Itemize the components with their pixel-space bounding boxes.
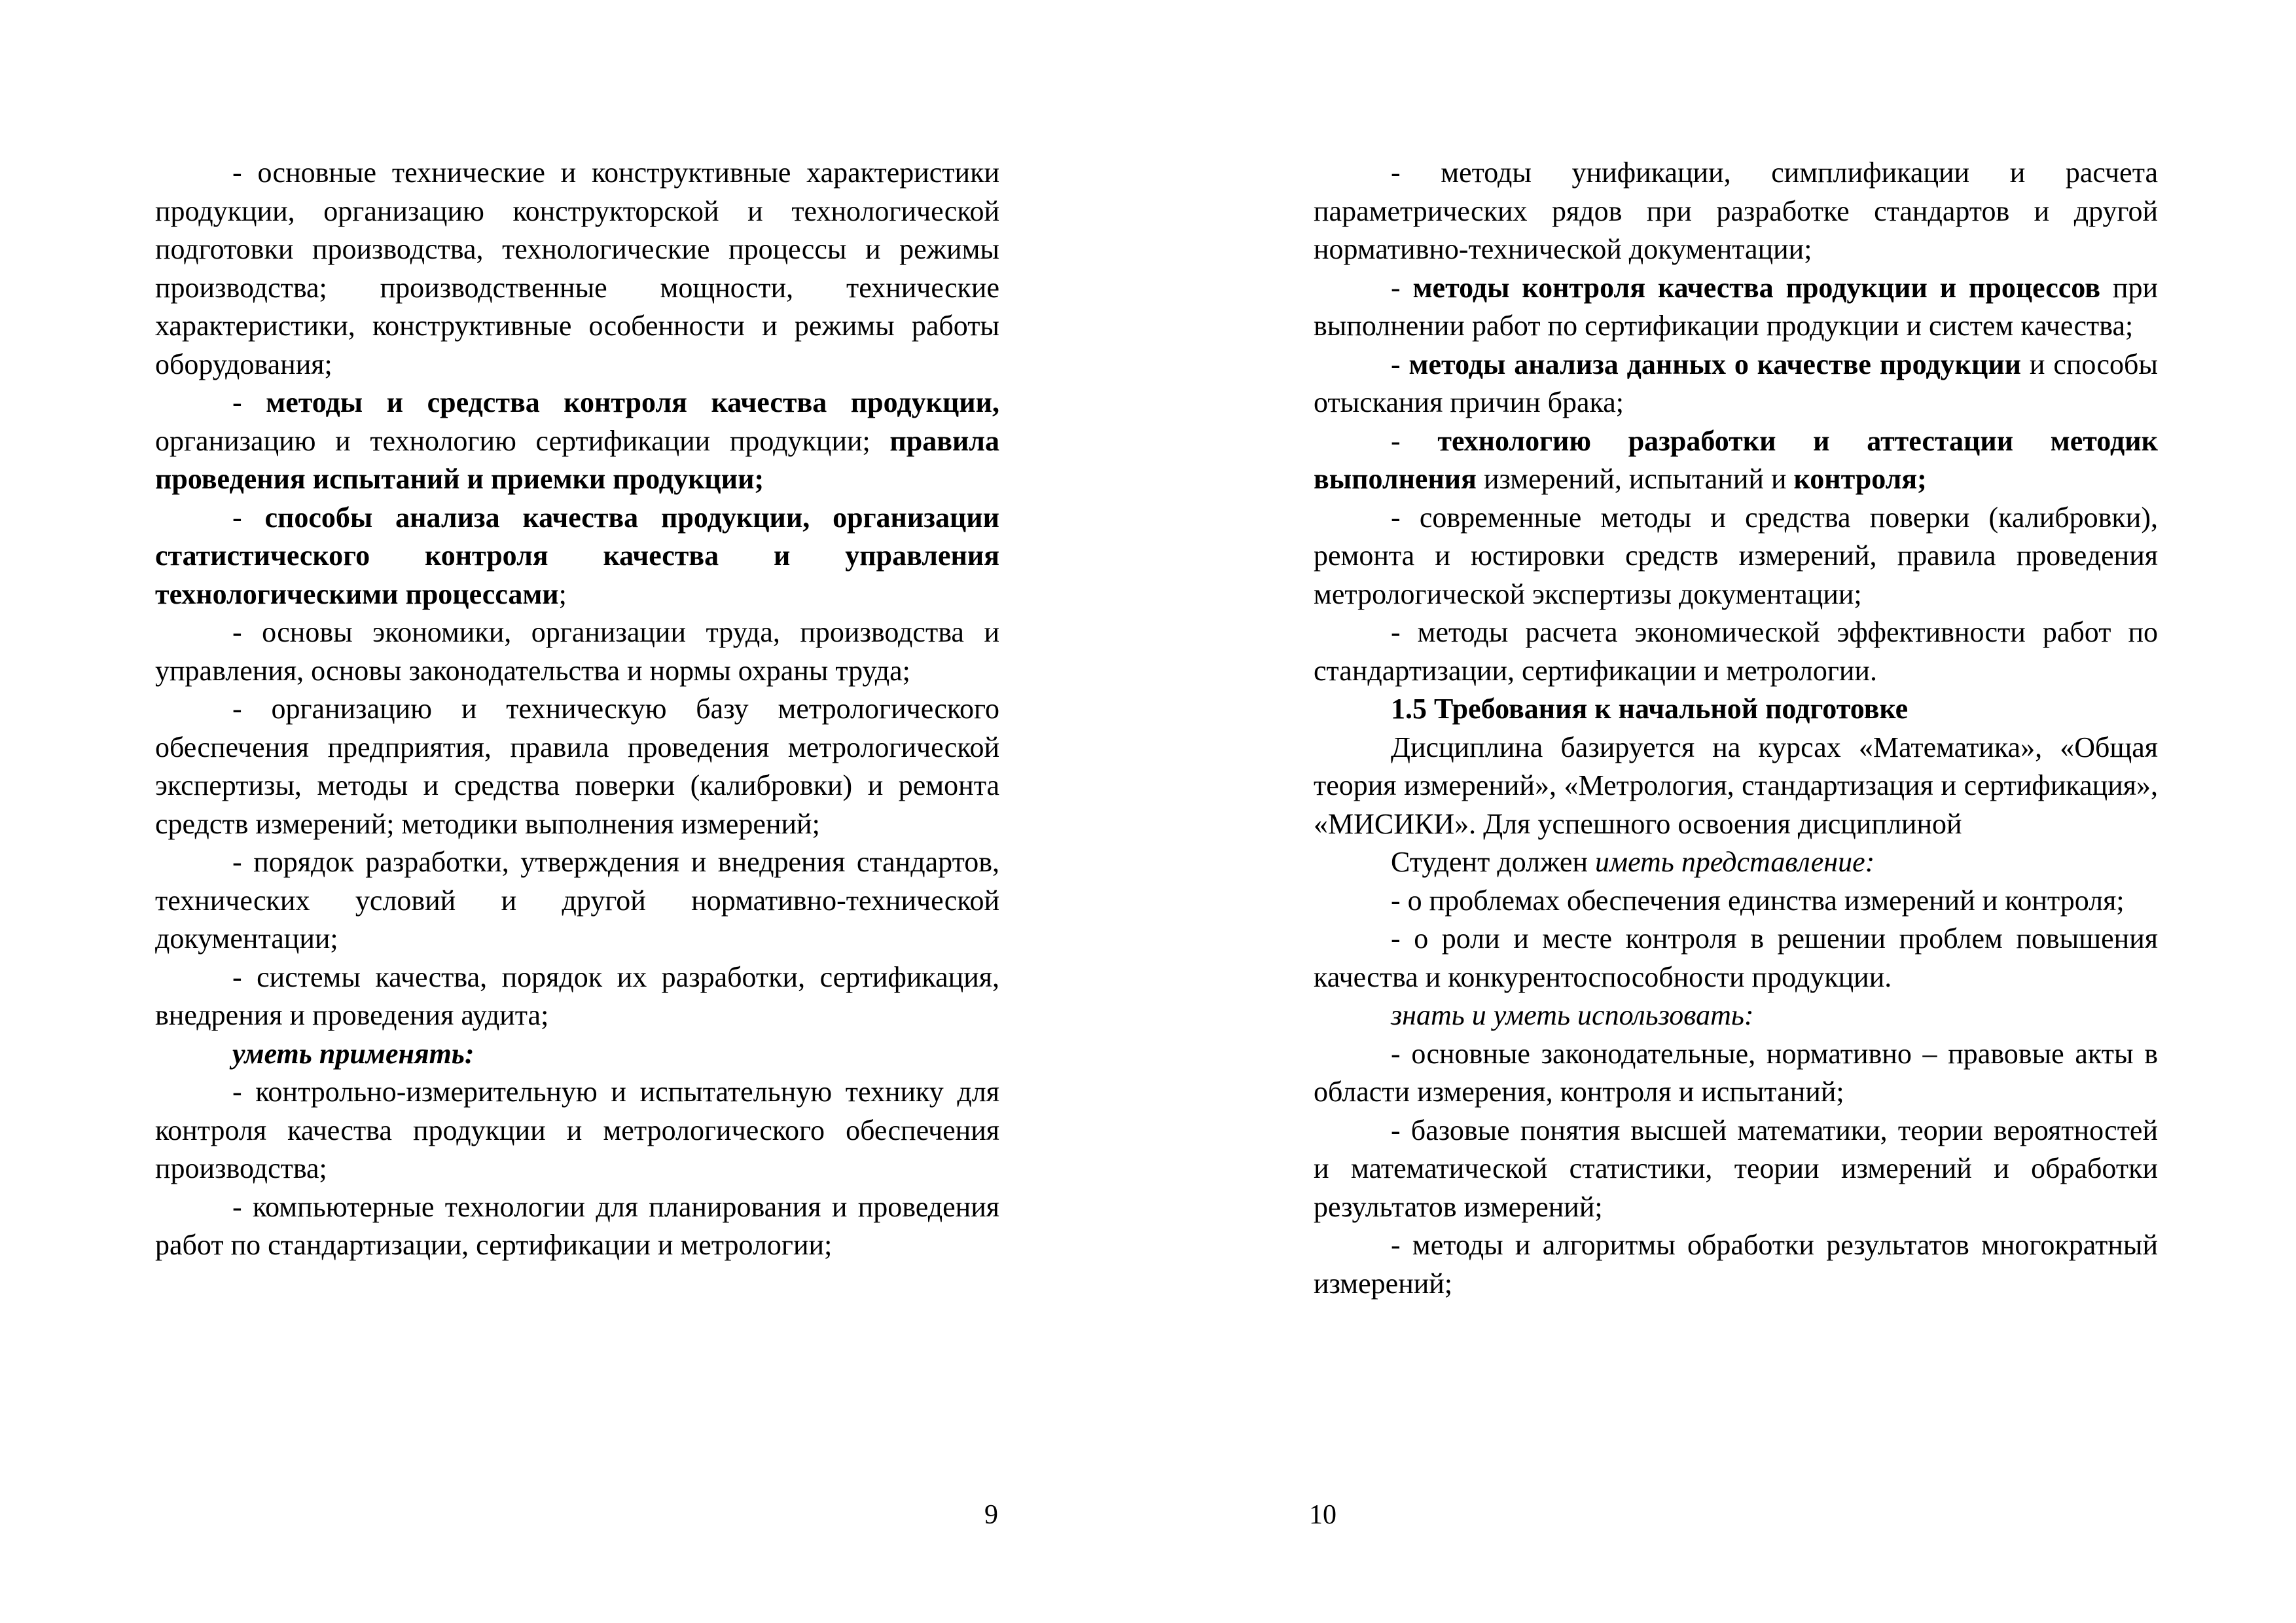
text-run: ; xyxy=(558,577,567,610)
text-run: - методы унификации, симплификации и расчета параметрических рядов при разработке стандартов и другой нормативно-технической документации; xyxy=(1314,156,2158,265)
text-run: методы контроля качества продукции и процессов xyxy=(1412,271,2100,304)
paragraph xyxy=(1314,346,2158,422)
paragraph xyxy=(1314,920,2158,996)
text-run: - о проблемах обеспечения единства измерений и контроля; xyxy=(1391,884,2125,917)
text-run: - контрольно-измерительную и испытательную технику для контроля качества продукции и метрологического обеспечения производства; xyxy=(155,1076,999,1184)
text-run: знать и уметь использовать: xyxy=(1391,999,1754,1031)
paragraph xyxy=(1314,882,2158,921)
text-run: - компьютерные технологии для планирования и проведения работ по стандартизации, сертификации и метрологии; xyxy=(155,1190,999,1261)
text-run: - методы расчета экономической эффективности работ по стандартизации, сертификации и метрологии. xyxy=(1314,616,2158,687)
text-run: - основные технические и конструктивные характеристики продукции, организацию конструкторской и технологической подготовки производства, технологические процессы и режимы производства; производственные мощности, технические характеристики, конструктивные особенности и режимы работы оборудования; xyxy=(155,156,999,380)
paragraph xyxy=(1314,1112,2158,1227)
text-run: иметь представление: xyxy=(1595,846,1875,878)
text-run: - базовые понятия высшей математики, теории вероятностей и математической статистики, теории измерений и обработки результатов измерений; xyxy=(1314,1114,2158,1223)
paragraph xyxy=(155,690,999,843)
text-run: уметь применять: xyxy=(232,1037,475,1070)
text-run: - современные методы и средства поверки (калибровки), ремонта и юстировки средств измерений, правила проведения метрологической экспертизы документации; xyxy=(1314,501,2158,610)
text-run: - xyxy=(232,386,266,418)
text-run: - основные законодательные, нормативно – правовые акты в области измерения, контроля и испытаний; xyxy=(1314,1037,2158,1108)
text-run: - xyxy=(1391,348,1409,380)
paragraph xyxy=(155,843,999,958)
text-run: - методы и алгоритмы обработки результатов многократный измерений; xyxy=(1314,1229,2158,1300)
paragraph xyxy=(1314,269,2158,346)
text-run: - xyxy=(1391,271,1413,304)
paragraph xyxy=(1314,1035,2158,1112)
text-run: организацию и технологию сертификации продукции; xyxy=(155,424,890,457)
text-run: 1.5 Требования к начальной подготовке xyxy=(1391,693,1909,725)
paragraph xyxy=(1314,613,2158,690)
text-run: - системы качества, порядок их разработки, сертификация, внедрения и проведения аудита; xyxy=(155,960,999,1031)
paragraph xyxy=(1314,690,2158,729)
paragraph xyxy=(155,1073,999,1188)
text-run: способы анализа качества продукции, организации статистического контроля качества и управления технологическими процессами xyxy=(155,501,999,610)
text-run: - о роли и месте контроля в решении проблем повышения качества и конкурентоспособности продукции. xyxy=(1314,922,2158,993)
paragraph xyxy=(1314,729,2158,844)
text-run: - основы экономики, организации труда, производства и управления, основы законодательства и нормы охраны труда; xyxy=(155,616,999,687)
text-run: - организацию и техническую базу метрологического обеспечения предприятия, правила проведения метрологической экспертизы, методы и средства поверки (калибровки) и ремонта средств измерений; методики выполнения измерений; xyxy=(155,693,999,840)
text-run: контроля; xyxy=(1793,463,1927,495)
text-run: при выполнении работ по сертификации продукции и систем качества; xyxy=(1314,271,2159,342)
paragraph xyxy=(155,958,999,1035)
paragraph xyxy=(155,1188,999,1265)
right-page-body xyxy=(1314,154,2158,1303)
paragraph xyxy=(1314,996,2158,1035)
text-run: Дисциплина базируется на курсах «Математика», «Общая теория измерений», «Метрология, стандартизация и сертификация», «МИСИКИ». Для успешного освоения дисциплиной xyxy=(1314,731,2158,840)
left-page-number: 9 xyxy=(984,1500,998,1530)
paragraph xyxy=(1314,843,2158,882)
paragraph xyxy=(1314,154,2158,269)
text-run: - порядок разработки, утверждения и внедрения стандартов, технических условий и другой нормативно-технической документации; xyxy=(155,846,999,955)
left-page-body xyxy=(155,154,999,1265)
paragraph xyxy=(1314,422,2158,499)
paragraph xyxy=(155,1035,999,1074)
paragraph xyxy=(155,384,999,499)
paragraph xyxy=(1314,499,2158,614)
paragraph xyxy=(155,499,999,614)
text-run: методы и средства контроля качества продукции, xyxy=(266,386,1000,418)
paragraph xyxy=(155,613,999,690)
text-run: правила проведения испытаний и приемки продукции; xyxy=(155,424,999,495)
text-run: методы анализа данных о качестве продукции xyxy=(1408,348,2022,380)
text-run: измерений, испытаний и xyxy=(1476,463,1794,495)
text-run: Студент должен xyxy=(1391,846,1595,878)
text-run: - xyxy=(232,501,265,534)
paragraph xyxy=(155,154,999,384)
text-run: и способы отыскания причин брака; xyxy=(1314,348,2158,418)
paragraph xyxy=(1314,1226,2158,1303)
text-run: - xyxy=(1391,424,1438,457)
right-page-number: 10 xyxy=(1309,1500,1336,1530)
text-run: технологию разработки и аттестации методик выполнения xyxy=(1314,424,2159,495)
